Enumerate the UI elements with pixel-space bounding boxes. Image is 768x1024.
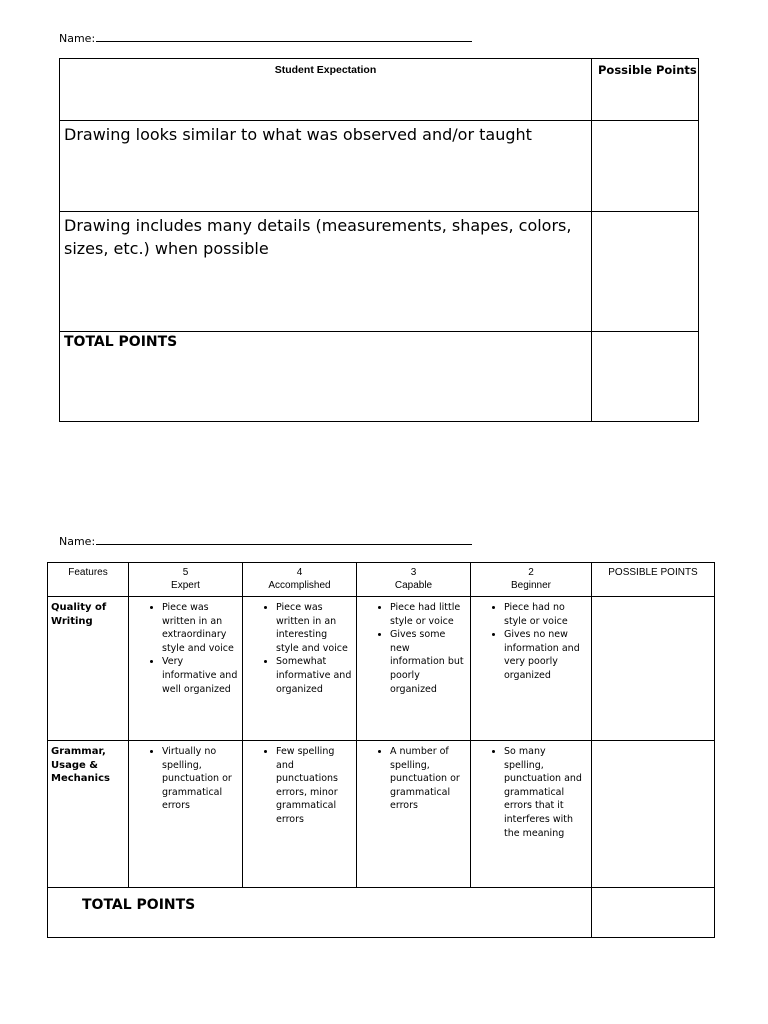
descriptor-cell — [357, 741, 471, 888]
name-label: Name: — [59, 535, 96, 548]
criterion-1: Drawing looks similar to what was observed and/or taught — [60, 121, 592, 212]
total-points-cell[interactable] — [592, 888, 715, 938]
points-cell[interactable] — [592, 121, 699, 212]
name-field-2 — [59, 534, 472, 548]
level-score: 5 — [182, 567, 189, 578]
descriptor-bullet: • Piece had no style or voice — [504, 601, 587, 628]
total-points-label: TOTAL POINTS — [60, 332, 592, 422]
total-points-cell[interactable] — [592, 332, 699, 422]
header-possible-points: POSSIBLE POINTS — [592, 563, 715, 597]
descriptor-bullet: • Piece was written in an interesting style and voice — [276, 601, 352, 655]
descriptor-bullet: • Piece had little style or voice — [390, 601, 466, 628]
descriptor-cell — [129, 741, 243, 888]
descriptor-cell — [357, 597, 471, 741]
points-cell[interactable] — [592, 212, 699, 332]
descriptor-bullet: • Very informative and well organized — [162, 655, 238, 696]
descriptor-bullet: • Piece was written in an extraordinary style and voice — [162, 601, 238, 655]
feature-quality-of-writing: Quality of Writing — [48, 597, 129, 741]
level-label: Beginner — [510, 580, 552, 591]
descriptor-bullet: • A number of spelling, punctuation or grammatical errors — [390, 745, 466, 813]
header-features: Features — [48, 563, 129, 597]
header-possible-points: Possible Points — [592, 59, 699, 121]
criterion-2: Drawing includes many details (measurements, shapes, colors, sizes, etc.) when possible — [60, 212, 592, 332]
name-field-1 — [59, 31, 472, 45]
descriptor-cell — [243, 597, 357, 741]
level-label: Expert — [171, 580, 200, 591]
descriptor-cell — [129, 597, 243, 741]
descriptor-bullet: • Few spelling and punctuations errors, minor grammatical errors — [276, 745, 352, 827]
writing-rubric-table — [47, 562, 715, 938]
level-score: 4 — [296, 567, 303, 578]
header-level-capable — [357, 563, 471, 597]
level-label: Accomplished — [268, 580, 331, 591]
points-cell[interactable] — [592, 741, 715, 888]
descriptor-bullet: • Virtually no spelling, punctuation or grammatical errors — [162, 745, 238, 813]
points-cell[interactable] — [592, 597, 715, 741]
header-student-expectation: Student Expectation — [60, 59, 592, 121]
header-level-beginner — [471, 563, 592, 597]
level-score: 3 — [410, 567, 417, 578]
header-level-expert — [129, 563, 243, 597]
name-blank-line[interactable] — [96, 534, 472, 545]
drawing-rubric-table — [59, 58, 699, 422]
total-points-label: TOTAL POINTS — [48, 888, 592, 938]
descriptor-cell — [471, 597, 592, 741]
level-score: 2 — [528, 567, 534, 578]
name-label: Name: — [59, 32, 96, 45]
descriptor-cell — [243, 741, 357, 888]
descriptor-bullet: • Gives no new information and very poorly organized — [504, 628, 587, 682]
feature-grammar-usage-mechanics: Grammar, Usage & Mechanics — [48, 741, 129, 888]
descriptor-bullet: • So many spelling, punctuation and grammatical errors that it interferes with the meaning — [504, 745, 587, 840]
descriptor-cell — [471, 741, 592, 888]
descriptor-bullet: • Somewhat informative and organized — [276, 655, 352, 696]
level-label: Capable — [394, 580, 433, 591]
descriptor-bullet: • Gives some new information but poorly organized — [390, 628, 466, 696]
header-level-accomplished — [243, 563, 357, 597]
name-blank-line[interactable] — [96, 31, 472, 42]
